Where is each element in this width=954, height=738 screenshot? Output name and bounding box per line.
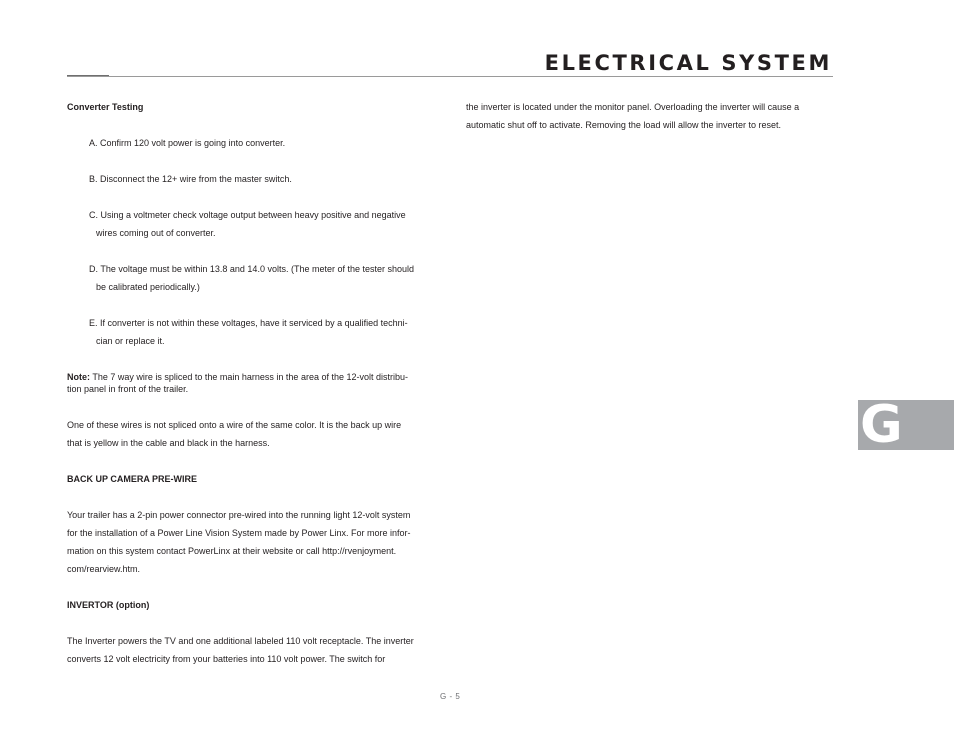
inverter-cont-line2: automatic shut off to activate. Removing the load will allow the inverter to reset. xyxy=(466,120,781,130)
camera-heading: BACK UP CAMERA PRE-WIRE xyxy=(67,474,198,484)
camera-line4: com/rearview.htm. xyxy=(67,564,141,574)
step-b-text: B. Disconnect the 12+ wire from the master switch. xyxy=(89,174,292,184)
step-c xyxy=(67,206,435,242)
section-tab-letter: G xyxy=(860,395,903,455)
step-a-text: A. Confirm 120 volt power is going into converter. xyxy=(89,138,286,148)
camera-line2: for the installation of a Power Line Vision System made by Power Linx. For more infor- xyxy=(67,528,411,538)
step-e-line1: E. If converter is not within these voltages, have it serviced by a qualified techni- xyxy=(89,318,408,328)
header-rule-accent xyxy=(67,75,109,76)
step-c-line1: C. Using a voltmeter check voltage output between heavy positive and negative xyxy=(89,210,406,220)
step-d-line1: D. The voltage must be within 13.8 and 14.0 volts. (The meter of the tester should xyxy=(89,264,415,274)
page-number: G - 5 xyxy=(440,692,461,701)
splice-line1: One of these wires is not spliced onto a wire of the same color. It is the back up wire xyxy=(67,420,402,430)
left-column xyxy=(67,98,435,668)
camera-line1: Your trailer has a 2-pin power connector pre-wired into the running light 12-volt system xyxy=(67,510,411,520)
inverter-line1: The Inverter powers the TV and one additional labeled 110 volt receptacle. The inverter xyxy=(67,636,414,646)
step-d-line2: be calibrated periodically.) xyxy=(96,282,200,292)
note-line2: tion panel in front of the trailer. xyxy=(67,384,189,394)
section-tab xyxy=(858,395,954,455)
inverter-paragraph xyxy=(67,632,435,668)
header-rule xyxy=(67,76,833,77)
step-d xyxy=(67,260,435,296)
inverter-continued-paragraph xyxy=(466,98,834,134)
note-label: Note: xyxy=(67,372,90,382)
splice-paragraph xyxy=(67,416,435,452)
splice-line2: that is yellow in the cable and black in the harness. xyxy=(67,438,270,448)
step-a xyxy=(67,134,435,152)
inverter-heading: INVERTOR (option) xyxy=(67,600,150,610)
note-line1: The 7 way wire is spliced to the main harness in the area of the 12-volt distribu- xyxy=(90,372,408,382)
converter-testing-heading: Converter Testing xyxy=(67,102,144,112)
inverter-line2: converts 12 volt electricity from your batteries into 110 volt power. The switch for xyxy=(67,654,386,664)
step-b xyxy=(67,170,435,188)
camera-line3: mation on this system contact PowerLinx at their website or call http://rvenjoyment. xyxy=(67,546,397,556)
inverter-cont-line1: the inverter is located under the monitor panel. Overloading the inverter will cause a xyxy=(466,102,800,112)
step-c-line2: wires coming out of converter. xyxy=(96,228,216,238)
step-e-line2: cian or replace it. xyxy=(96,336,165,346)
right-column xyxy=(466,98,834,134)
note-paragraph xyxy=(67,371,435,395)
page-title: ELECTRICAL SYSTEM xyxy=(544,51,832,75)
camera-paragraph xyxy=(67,506,435,578)
step-e xyxy=(67,314,435,350)
